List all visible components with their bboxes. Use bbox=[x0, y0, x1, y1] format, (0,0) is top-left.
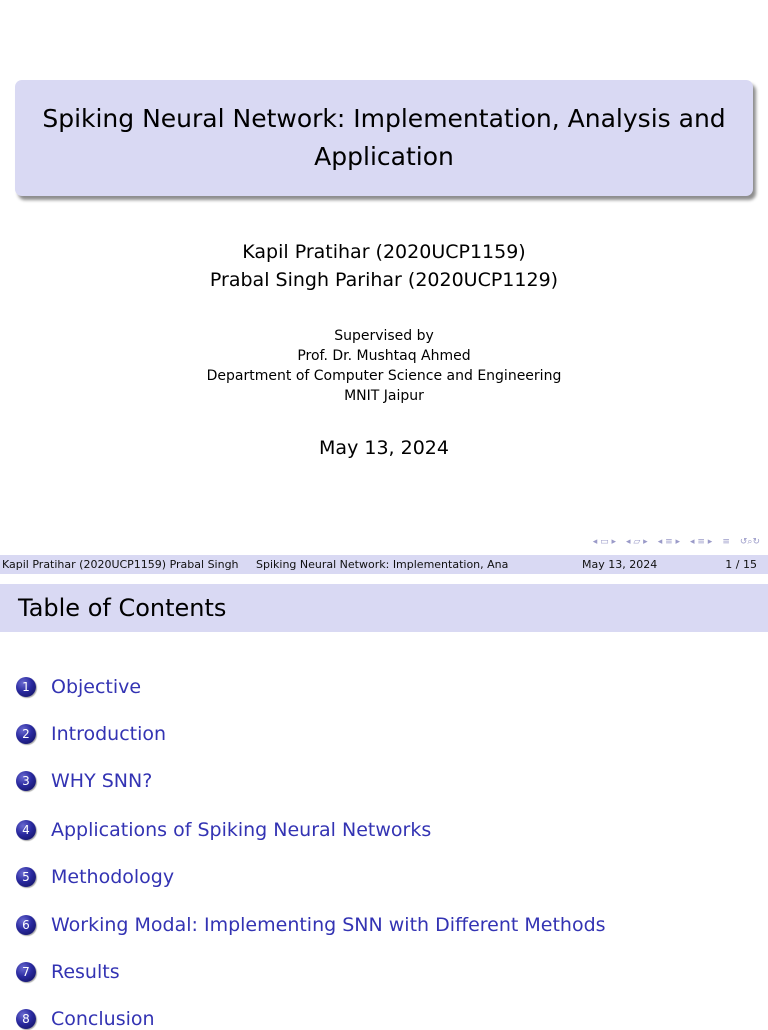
bullet-number-icon: 5 bbox=[16, 867, 36, 887]
bullet-number-icon: 3 bbox=[16, 771, 36, 791]
nav-frame-icon[interactable]: ◂ ▱ ▸ bbox=[626, 537, 648, 547]
toc-heading: Table of Contents bbox=[18, 594, 227, 622]
footer-date: May 13, 2024 bbox=[582, 558, 658, 571]
slide-footer bbox=[0, 555, 768, 574]
author-1: Kapil Pratihar (2020UCP1159) bbox=[242, 241, 526, 263]
institute-name: MNIT Jaipur bbox=[344, 388, 424, 404]
title-box bbox=[15, 80, 753, 196]
toc-item-label[interactable]: Results bbox=[51, 961, 120, 983]
presentation-date: May 13, 2024 bbox=[319, 437, 449, 459]
footer-author: Kapil Pratihar (2020UCP1159) Prabal Singh bbox=[2, 558, 239, 571]
bullet-number-icon: 2 bbox=[16, 724, 36, 744]
supervised-by-label: Supervised by bbox=[334, 328, 434, 344]
nav-section-icon[interactable]: ◂ ≡ ▸ bbox=[690, 537, 713, 547]
bullet-number-icon: 7 bbox=[16, 962, 36, 982]
toc-item-methodology[interactable] bbox=[16, 866, 174, 888]
supervision-block bbox=[0, 326, 768, 406]
bullet-number-icon: 8 bbox=[16, 1009, 36, 1029]
toc-item-label[interactable]: Applications of Spiking Neural Networks bbox=[51, 819, 432, 841]
toc-item-introduction[interactable] bbox=[16, 723, 166, 745]
footer-title: Spiking Neural Network: Implementation, Ana bbox=[256, 558, 509, 571]
toc-item-label[interactable]: WHY SNN? bbox=[51, 770, 153, 792]
footer-page-number: 1 / 15 bbox=[725, 558, 757, 571]
frame-title-bar bbox=[0, 584, 768, 632]
toc-item-working-modal[interactable] bbox=[16, 914, 606, 936]
toc-item-conclusion[interactable] bbox=[16, 1008, 155, 1030]
department-name: Department of Computer Science and Engineering bbox=[206, 368, 562, 384]
supervisor-name: Prof. Dr. Mushtaq Ahmed bbox=[297, 348, 471, 364]
beamer-navigation bbox=[593, 537, 760, 547]
toc-item-objective[interactable] bbox=[16, 676, 141, 698]
toc-item-applications[interactable] bbox=[16, 819, 431, 841]
toc-item-label[interactable]: Introduction bbox=[51, 723, 167, 745]
toc-item-why-snn[interactable] bbox=[16, 770, 152, 792]
toc-item-label[interactable]: Working Modal: Implementing SNN with Different Methods bbox=[51, 914, 606, 936]
nav-first-icon[interactable]: ◂ ▭ ▸ bbox=[592, 537, 617, 547]
bullet-number-icon: 4 bbox=[16, 820, 36, 840]
nav-search-icon[interactable]: ↺⌕↻ bbox=[739, 537, 760, 547]
presentation-title: Spiking Neural Network: Implementation, Analysis and Application bbox=[42, 104, 726, 171]
author-2: Prabal Singh Parihar (2020UCP1129) bbox=[209, 269, 559, 291]
toc-item-label[interactable]: Conclusion bbox=[51, 1008, 155, 1030]
nav-align-icon[interactable]: ≡ bbox=[722, 537, 730, 547]
toc-item-results[interactable] bbox=[16, 961, 120, 983]
bullet-number-icon: 6 bbox=[16, 915, 36, 935]
bullet-number-icon: 1 bbox=[16, 677, 36, 697]
authors-block bbox=[0, 238, 768, 294]
toc-item-label[interactable]: Methodology bbox=[51, 866, 175, 888]
toc-item-label[interactable]: Objective bbox=[51, 676, 142, 698]
nav-subsection-icon[interactable]: ◂ ≡ ▸ bbox=[657, 537, 681, 547]
